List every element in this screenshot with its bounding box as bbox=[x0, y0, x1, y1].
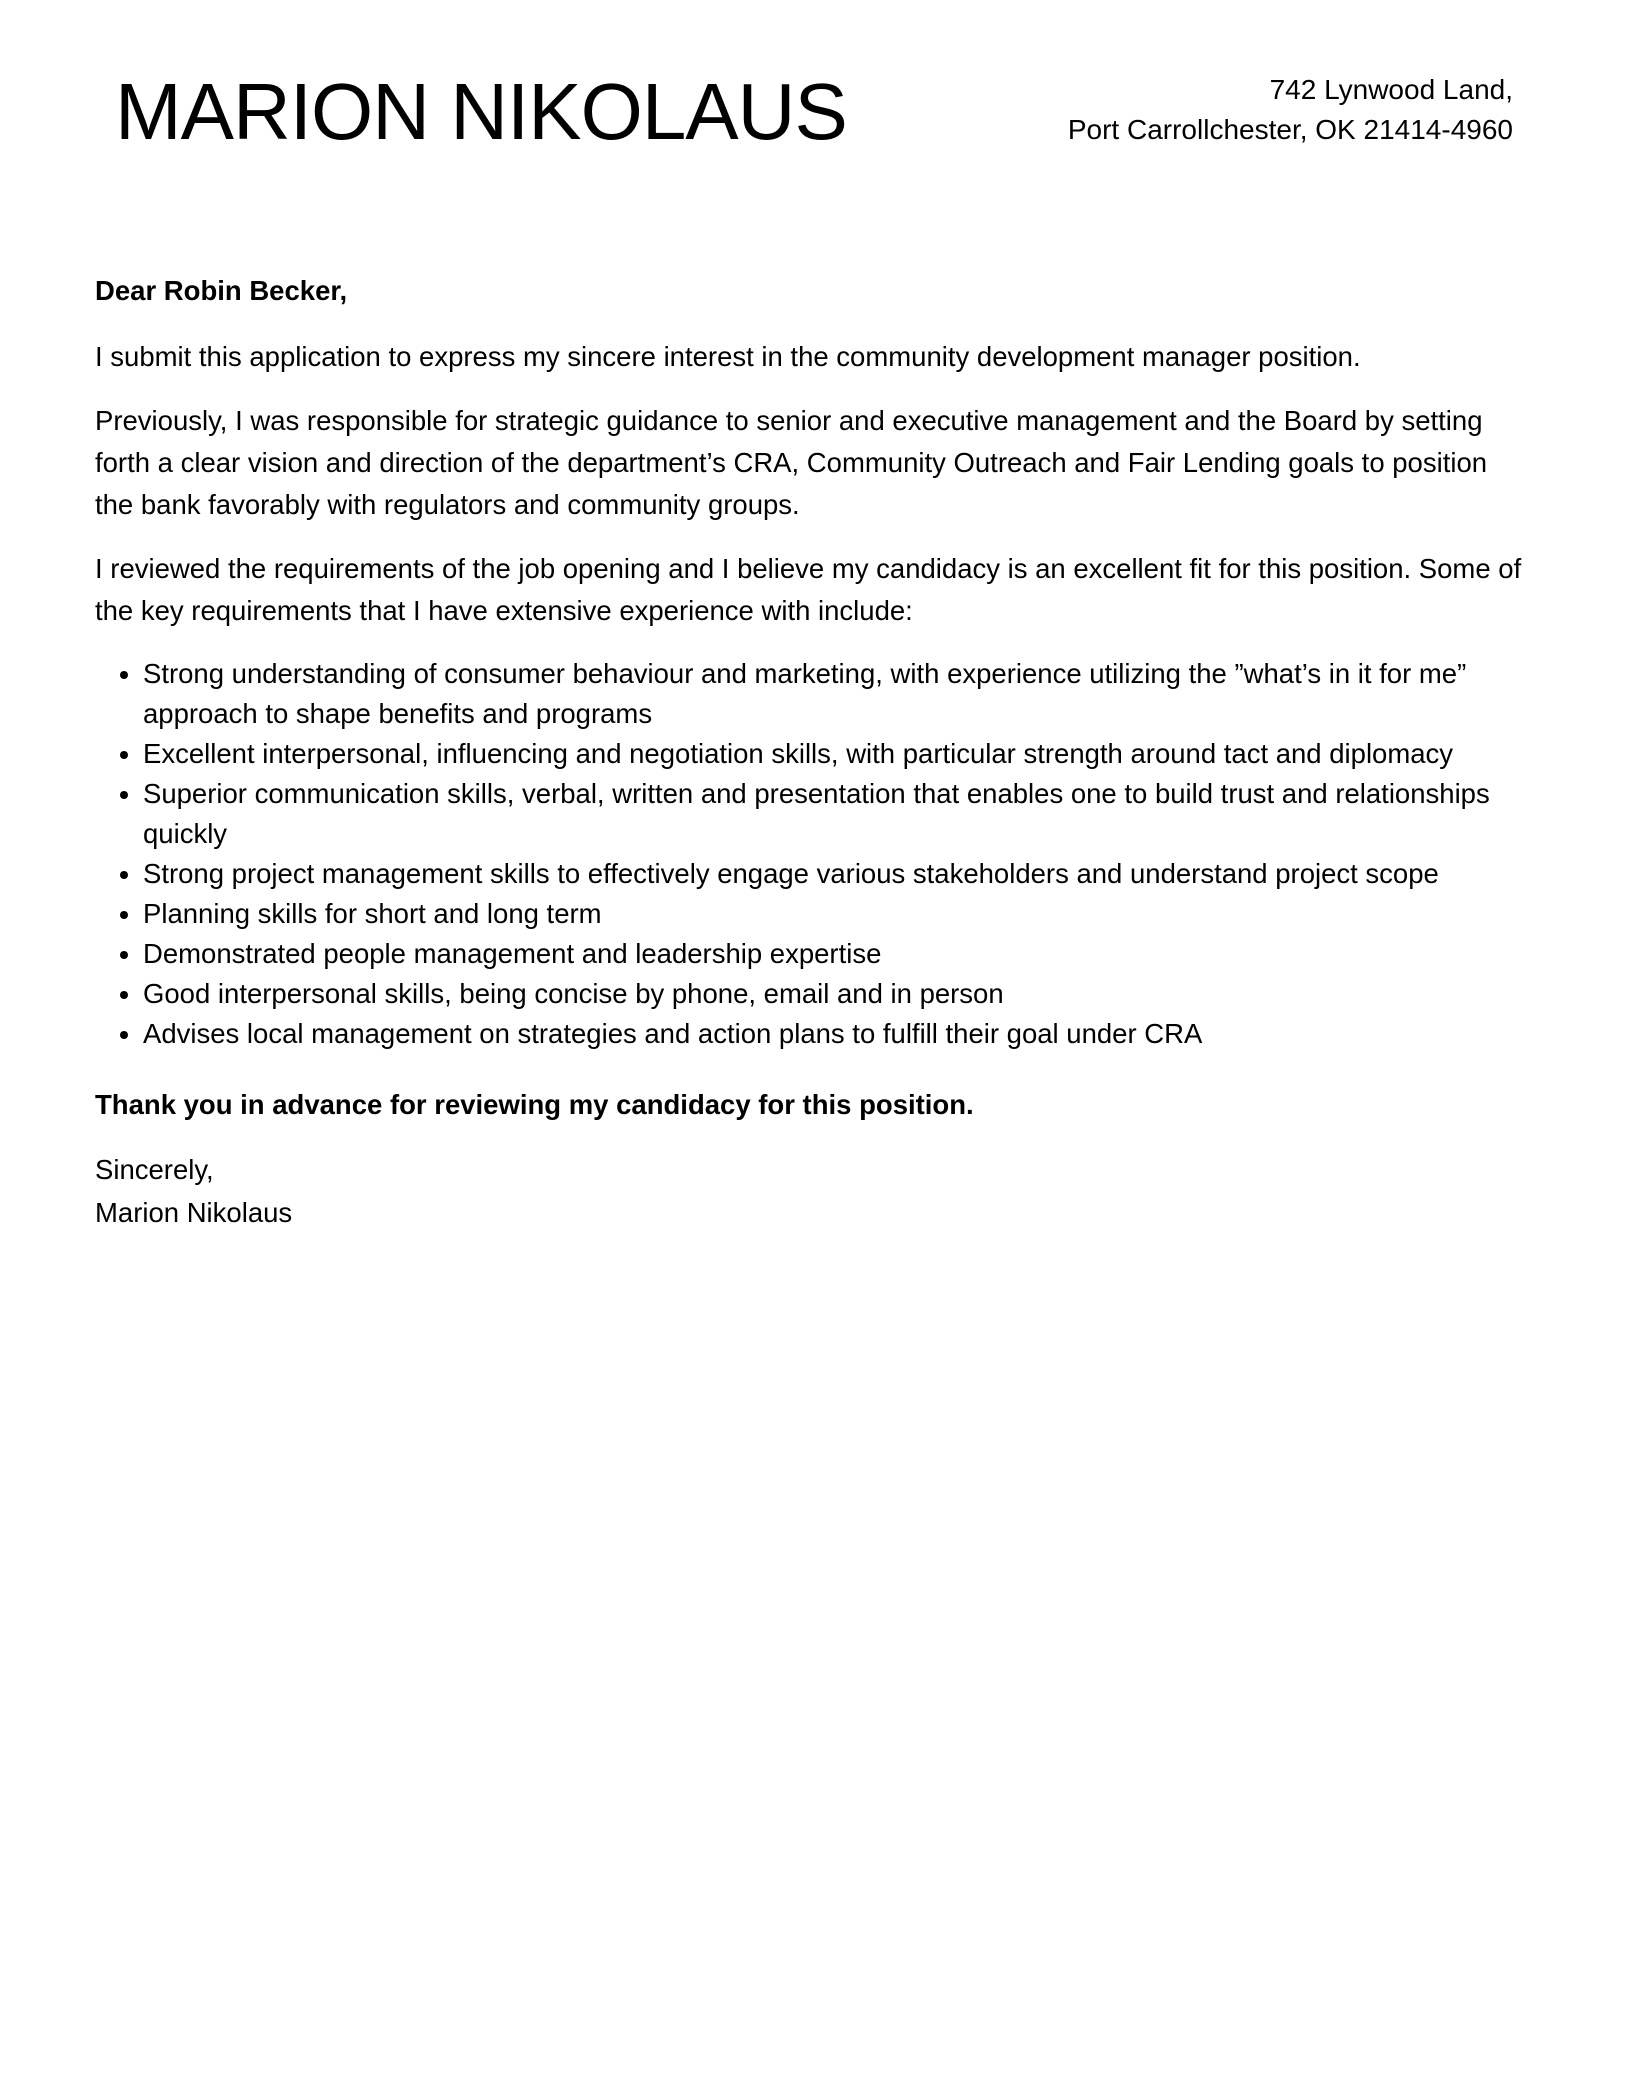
closing-statement: Thank you in advance for reviewing my candidacy for this position. bbox=[95, 1089, 974, 1120]
letter-body bbox=[95, 270, 1525, 1234]
requirements-list bbox=[95, 654, 1525, 1054]
list-item: • Demonstrated people management and leadership expertise bbox=[143, 934, 1525, 974]
address-line-2: Port Carrollchester, OK 21414-4960 bbox=[1067, 114, 1513, 145]
paragraph-intro: I submit this application to express my sincere interest in the community development manager position. bbox=[95, 341, 1361, 372]
paragraph-experience: Previously, I was responsible for strategic guidance to senior and executive management and the Board by setting forth a clear vision and direction of the department’s CRA, Community Outreach and Fair Lending goals to position the bank favorably with regulators and community groups. bbox=[95, 405, 1488, 520]
list-item: • Good interpersonal skills, being concise by phone, email and in person bbox=[143, 974, 1525, 1014]
signature-name: Marion Nikolaus bbox=[95, 1197, 293, 1228]
list-item: • Planning skills for short and long term bbox=[143, 894, 1525, 934]
sign-off: Sincerely, bbox=[95, 1154, 214, 1185]
list-item: • Strong understanding of consumer behaviour and marketing, with experience utilizing the ”what’s in it for me” approach to shape benefits and programs bbox=[143, 654, 1525, 734]
applicant-name: MARION NIKOLAUS bbox=[115, 67, 847, 156]
greeting: Dear Robin Becker, bbox=[95, 275, 348, 306]
address-line-1: 742 Lynwood Land, bbox=[1269, 74, 1513, 105]
list-item: • Advises local management on strategies and action plans to fulfill their goal under CRA bbox=[143, 1014, 1525, 1054]
paragraph-requirements: I reviewed the requirements of the job opening and I believe my candidacy is an excellent fit for this position. Some of the key requirements that I have extensive experience with include: bbox=[95, 553, 1522, 626]
address-block bbox=[1068, 70, 1513, 150]
list-item: • Strong project management skills to effectively engage various stakeholders and understand project scope bbox=[143, 854, 1525, 894]
list-item: • Excellent interpersonal, influencing and negotiation skills, with particular strength around tact and diplomacy bbox=[143, 734, 1525, 774]
list-item: • Superior communication skills, verbal, written and presentation that enables one to build trust and relationships quickly bbox=[143, 774, 1525, 854]
